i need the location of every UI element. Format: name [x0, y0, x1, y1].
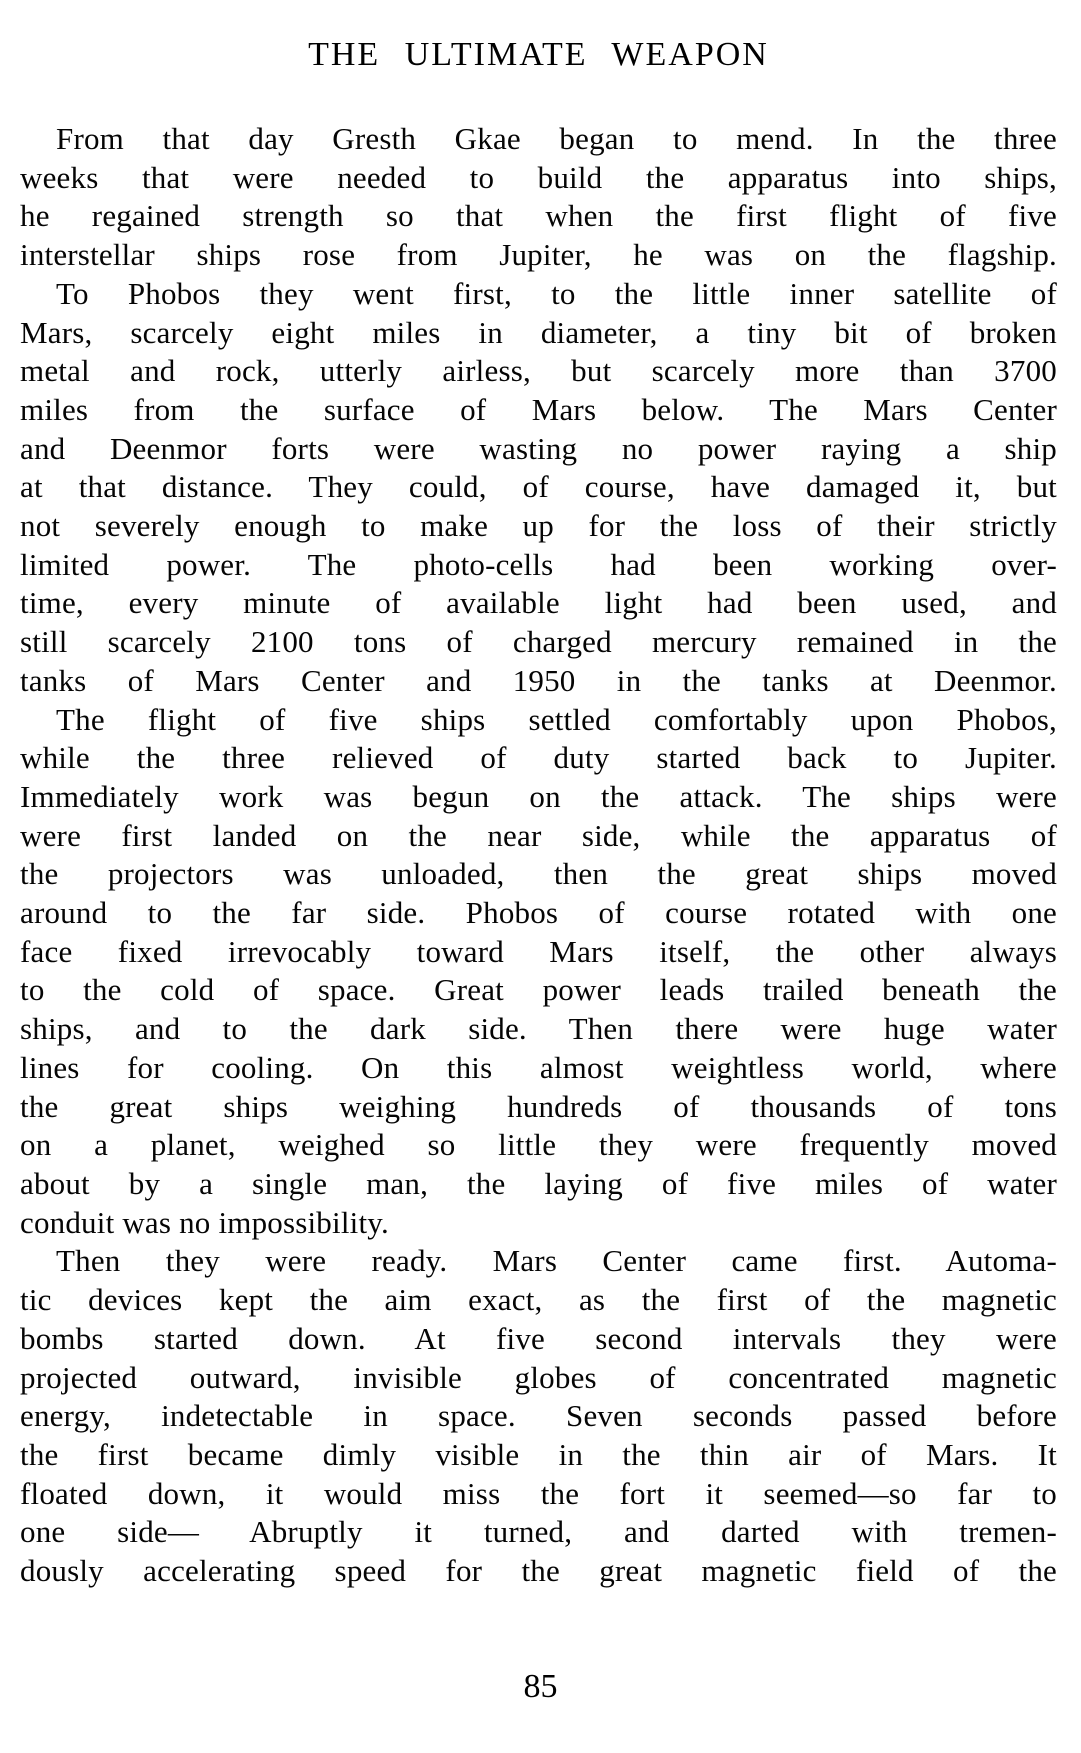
text-line: to the cold of space. Great power leads trailed beneath the: [20, 972, 1057, 1008]
text-line: and Deenmor forts were wasting no power raying a ship: [20, 430, 1057, 466]
page-body: [20, 120, 1057, 1591]
text-line: floated down, it would miss the fort it seemed—so far to: [20, 1475, 1057, 1511]
text-line: face fixed irrevocably toward Mars itself, the other always: [20, 933, 1057, 969]
text-line: the projectors was unloaded, then the great ships moved: [20, 856, 1057, 892]
paragraph: [20, 275, 1057, 701]
text-line: about by a single man, the laying of five miles of water: [20, 1165, 1057, 1201]
text-line: From that day Gresth Gkae began to mend. In the three: [56, 121, 1057, 156]
text-line: around to the far side. Phobos of course rotated with one: [20, 895, 1057, 931]
page-title: THE ULTIMATE WEAPON: [308, 36, 769, 73]
text-line: metal and rock, utterly airless, but scarcely more than 3700: [20, 353, 1057, 389]
text-line: interstellar ships rose from Jupiter, he was on the flagship.: [20, 237, 1057, 273]
text-line: ships, and to the dark side. Then there were huge water: [20, 1011, 1057, 1047]
text-line: still scarcely 2100 tons of charged mercury remained in the: [20, 624, 1057, 660]
page-number: 85: [523, 1668, 558, 1705]
text-line: weeks that were needed to build the apparatus into ships,: [20, 159, 1057, 195]
text-line: Mars, scarcely eight miles in diameter, a tiny bit of broken: [20, 314, 1057, 350]
text-line: while the three relieved of duty started back to Jupiter.: [20, 740, 1057, 776]
text-line: Then they were ready. Mars Center came first. Automa-: [56, 1243, 1057, 1279]
text-line: not severely enough to make up for the loss of their strictly: [20, 508, 1057, 544]
text-line: conduit was no impossibility.: [20, 1204, 389, 1240]
paragraph: [20, 701, 1057, 1243]
text-line: time, every minute of available light had been used, and: [20, 585, 1057, 621]
text-line: the great ships weighing hundreds of thousands of tons: [20, 1088, 1057, 1124]
text-line: were first landed on the near side, while the apparatus of: [20, 817, 1057, 853]
text-line: at that distance. They could, of course, have damaged it, but: [20, 469, 1057, 505]
text-line: limited power. The photo-cells had been working over-: [20, 546, 1057, 582]
text-line: bombs started down. At five second intervals they were: [20, 1320, 1057, 1356]
text-line: tanks of Mars Center and 1950 in the tanks at Deenmor.: [20, 662, 1057, 698]
paragraph: [20, 120, 1057, 275]
text-line: he regained strength so that when the first flight of five: [20, 198, 1057, 234]
text-line: miles from the surface of Mars below. The Mars Center: [20, 391, 1057, 427]
text-line: tic devices kept the aim exact, as the first of the magnetic: [20, 1282, 1057, 1318]
text-line: dously accelerating speed for the great magnetic field of the: [20, 1553, 1057, 1589]
text-line: To Phobos they went first, to the little inner satellite of: [56, 275, 1057, 311]
text-line: one side— Abruptly it turned, and darted with tremen-: [20, 1514, 1057, 1550]
text-line: Immediately work was begun on the attack. The ships were: [20, 778, 1057, 814]
text-line: on a planet, weighed so little they were frequently moved: [20, 1127, 1057, 1163]
text-line: projected outward, invisible globes of concentrated magnetic: [20, 1359, 1057, 1395]
text-line: energy, indetectable in space. Seven seconds passed before: [20, 1398, 1057, 1434]
text-line: lines for cooling. On this almost weightless world, where: [20, 1049, 1057, 1085]
paragraph: [20, 1242, 1057, 1590]
text-line: the first became dimly visible in the thin air of Mars. It: [20, 1436, 1057, 1472]
text-line: The flight of five ships settled comfortably upon Phobos,: [56, 701, 1057, 737]
